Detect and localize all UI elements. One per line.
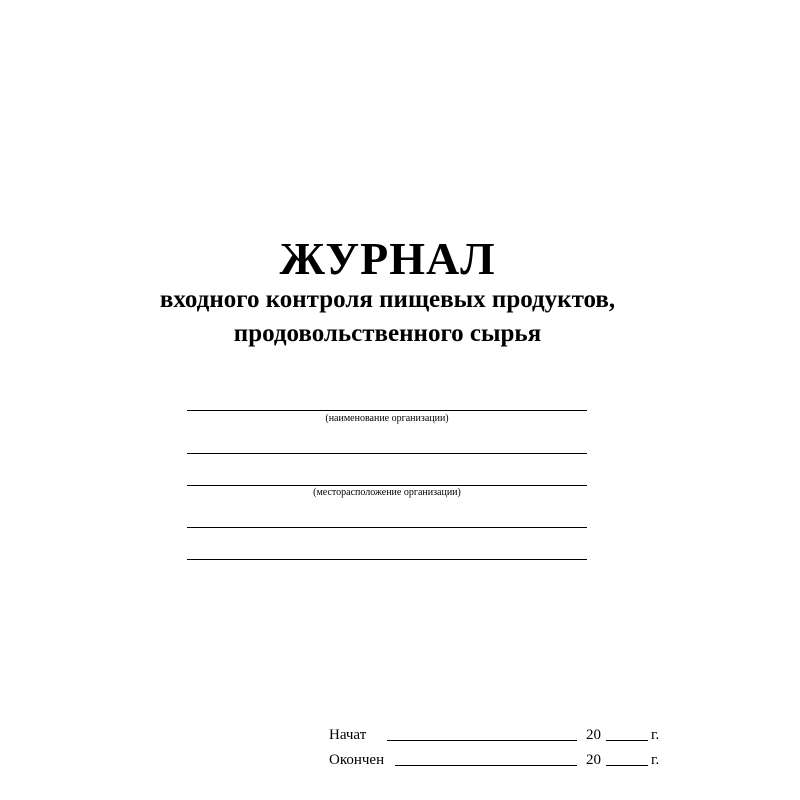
started-year-suffix: г. [651,727,660,743]
organization-location-caption: (месторасположение организации) [313,487,461,498]
journal-subtitle-line-2: продовольственного сырья [233,320,542,347]
started-date-line [387,740,577,741]
journal-title: ЖУРНАЛ [279,233,496,284]
finished-year-suffix: г. [651,752,660,768]
journal-subtitle-line-1: входного контроля пищевых продуктов, [159,286,616,313]
finished-year-line [606,765,648,766]
organization-location-line-3 [187,559,587,560]
started-label: Начат [329,727,367,743]
organization-name-line [187,410,587,411]
organization-location-line-2 [187,527,587,528]
organization-name-line-2 [187,453,587,454]
organization-name-caption: (наименование организации) [325,413,449,424]
finished-century: 20 [586,752,601,768]
finished-date-line [395,765,577,766]
started-century: 20 [586,727,601,743]
organization-location-line [187,485,587,486]
finished-date-row [329,751,669,769]
started-date-row [329,726,669,744]
finished-label: Окончен [329,752,385,768]
started-year-line [606,740,648,741]
